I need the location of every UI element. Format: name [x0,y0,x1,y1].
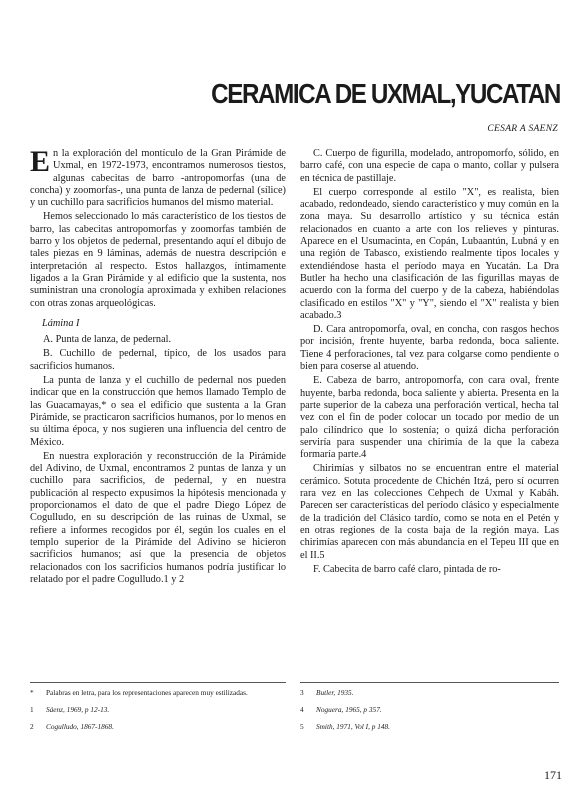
left-column [30,145,286,588]
footnote-mark: 1 [30,705,34,714]
footnote [30,705,280,714]
footnote-mark: 2 [30,722,34,731]
paragraph: En nuestra exploración y reconstrucción de la Pirámide del Adivino, de Uxmal, encontramos 2 puntas de lanza y un cuchillo para sacrificios, de pedernal, y en nuestra publicación al respecto expusimos la hipótesis mencionada y proporcionamos el dato de que el padre Diego López de Cogulludo, en su descripción de las ruinas de Uxmal, se refiere a informes recogidos por él, según los cuales en el templo superior de la Pirámide del Adivino se hicieron sacrificios humanos; así que la presencia de objetos relacionados con los sacrificios humanos podría justificar lo relatado por el padre Cogulludo.1 y 2 [30,450,286,585]
footnote-text: Sáenz, 1969, p 12-13. [46,705,110,714]
paragraph: Chirimías y silbatos no se encuentran entre el material cerámico. Sotuta procedente de Chichén Itzá, pero sí ocurren rara vez en las colecciones Cehpech de Uxmal y Kabáh. Parecen ser características del período clásico y especialmente de la tradición del Clásico tardío, como se nota en el Petén y en otras regiones de la costa baja de la región maya. Las chirimías aparecen con más abundancia en el Tepeu III que en el II.5 [300,463,559,561]
footnote-mark: 4 [300,705,304,714]
footnote-rule-right [300,682,559,683]
footnote-text: Smith, 1971, Vol I, p 148. [316,722,390,731]
paragraph: El cuerpo corresponde al estilo "X", es realista, bien acabado, redondeado, siendo característico y muy común en la zona maya. Su desarrollo artístico y su técnica están relacionados en cuanto a arte con los relieves y pinturas. Aparece en el Usumacinta, en Copán, Lubaantún, Lubná y en una región de Tabasco, existiendo realmente tipos locales y extendiéndose hasta el período maya en Yucatán. La Dra Butler ha hecho una clasificación de las figurillas mayas de acuerdo con la forma del cuerpo y de la cabeza, habiéndolas clasificado en estilos "X" y "Y", siendo el "X" realista y bien acabado.3 [300,186,559,321]
item-a: A. Punta de lanza, de pedernal. [43,334,172,346]
article-title: CERAMICA DE UXMAL,YUCATAN [211,78,561,109]
footnote-text: Butler, 1935. [316,688,354,697]
footnote-text: Noguera, 1965, p 357. [316,705,382,714]
footnote [300,722,555,731]
right-column [300,148,559,578]
footnote-text: Palabras en letra, para los representaciones aparecen muy estilizadas. [46,688,248,697]
footnote [300,705,555,714]
paragraph-text: n la exploración del montículo de la Gran Pirámide de Uxmal, en 1972-1973, encontramos numerosos tiestos, algunas cabecitas de barro -antropomorfas (una de concha) y zoomorfas-, una punta de lanza de pedernal (sílice) y un cuchillo para sacrificios humanos del mismo material. [30,148,286,209]
paragraph: La punta de lanza y el cuchillo de pedernal nos pueden indicar que en la construcción que hemos llamado Templo de las Guacamayas,* o sea el edificio que sustenta a la Gran Pirámide, se practicaron sacrificios humanos, por lo menos en su última época, y nos sugieren una influencia del centro de México. [30,375,286,448]
item-c: C. Cuerpo de figurilla, modelado, antropomorfo, sólido, en barro café, con una especie de capa o manto, collar y pulsera en técnica de pastillaje. [300,148,559,184]
footnote-mark: 5 [300,722,304,731]
author-name: CESAR A SAENZ [487,124,558,134]
paragraph [30,145,286,209]
footnote-rule-left [30,682,286,683]
footnote [300,688,555,697]
footnote [30,722,280,731]
footnote-text: Cogulludo, 1867-1868. [46,722,114,731]
drop-cap: E [30,145,51,178]
footnote-mark: 3 [300,688,304,697]
item-d: D. Cara antropomorfa, oval, en concha, con rasgos hechos por incisión, frente huyente, barba redonda, boca saliente. Tiene 4 perforaciones, tal vez para colgarse como pendiente o bien para coserse al atuendo. [300,324,559,373]
paragraph: Hemos seleccionado lo más característico de los tiestos de barro, las cabecitas antropomorfas y zoomorfas también de barro y los objetos de pedernal, presentando aquí el dibujo de tales piezas en 9 láminas, además de nuestra descripción e interpretación al respecto. Estos hallazgos, íntimamente ligados a la Gran Pirámide y al edificio que la sustenta, nos suministran una cronología aproximada y exhiben relaciones con otras zonas arqueológicas. [30,211,286,309]
footnotes-right [300,688,555,739]
section-heading: Lámina I [42,317,80,329]
footnotes-left [30,688,280,739]
item-f: F. Cabecita de barro café claro, pintada de ro- [313,563,501,575]
item-e: E. Cabeza de barro, antropomorfa, con cara oval, frente huyente, barba redonda, boca saliente y abierta. Presenta en la parte superior de la cabeza una perforación vertical, hecha tal vez con el fin de poder colocar un tocado por medio de un palo cilíndrico que lo sostenía; o quizá dicha perforación serviría para suspender una chirimía de la que la cabeza formaría parte.4 [300,375,559,461]
footnote [30,688,280,697]
item-b: B. Cuchillo de pedernal, típico, de los usados para sacrificios humanos. [30,348,286,372]
footnote-mark: * [30,688,34,697]
page-number: 171 [544,768,562,782]
